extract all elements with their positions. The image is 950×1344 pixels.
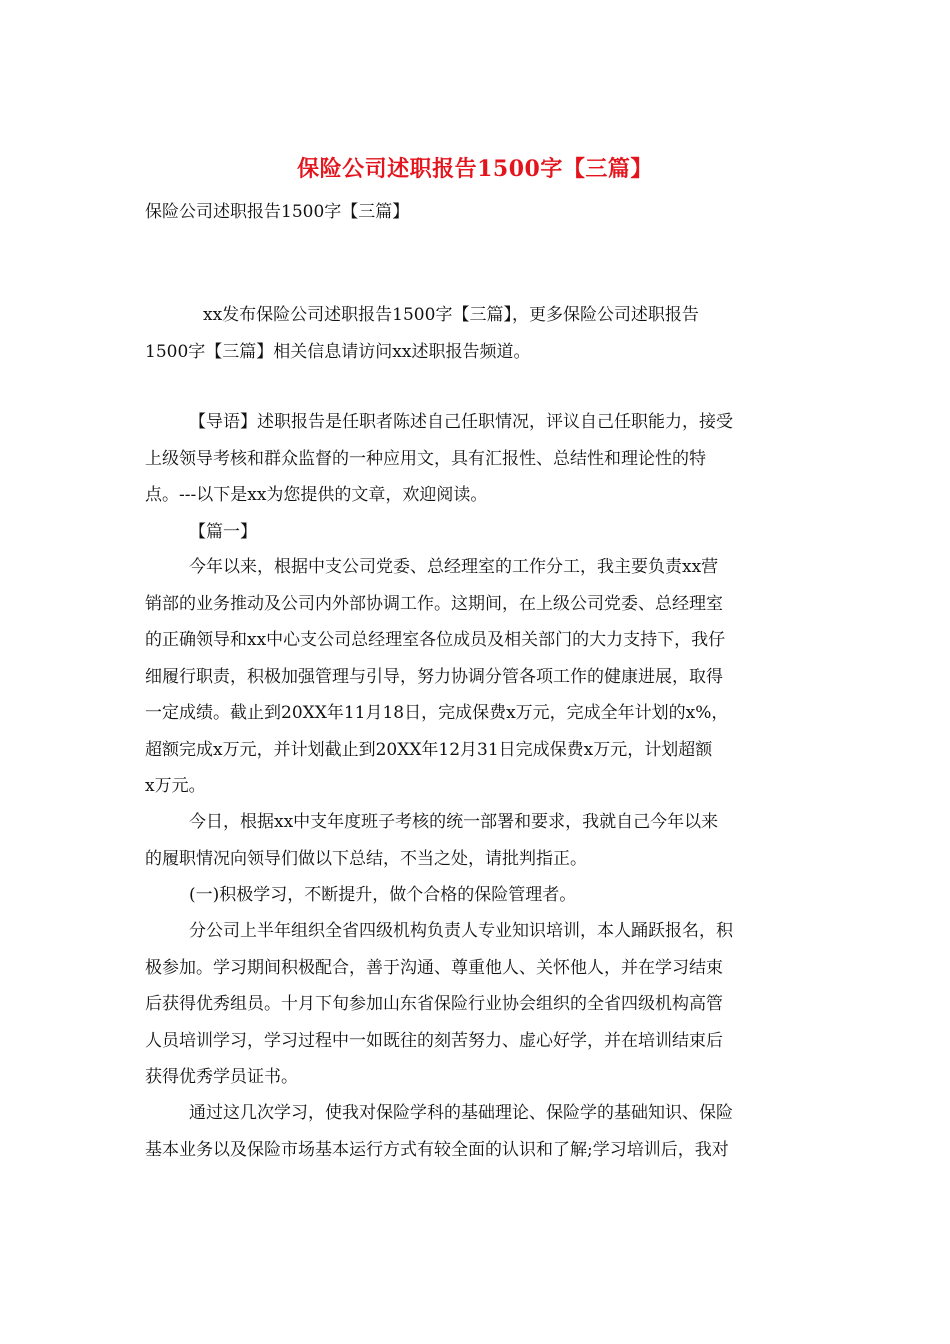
paragraph-line: 销部的业务推动及公司内外部协调工作。这期间，在上级公司党委、总经理室 bbox=[145, 593, 723, 614]
paragraph-1 bbox=[145, 549, 805, 805]
guide-line: 点。---以下是xx为您提供的文章，欢迎阅读。 bbox=[145, 485, 488, 505]
paragraph-line: 后获得优秀组员。十月下旬参加山东省保险行业协会组织的全省四级机构高管 bbox=[145, 994, 723, 1014]
paragraph-line: 基本业务以及保险市场基本运行方式有较全面的认识和了解;学习培训后，我对 bbox=[145, 1139, 729, 1160]
intro-line: xx发布保险公司述职报告1500字【三篇】，更多保险公司述职报告 bbox=[203, 305, 699, 325]
paragraph-line: 的正确领导和xx中心支公司总经理室各位成员及相关部门的大力支持下，我仔 bbox=[145, 630, 726, 650]
subheading: (一)积极学习，不断提升，做个合格的保险管理者。 bbox=[189, 885, 577, 905]
paragraph-line: 的履职情况向领导们做以下总结，不当之处，请批判指正。 bbox=[145, 848, 587, 869]
paragraph-line: 细履行职责，积极加强管理与引导，努力协调分管各项工作的健康进展，取得 bbox=[145, 666, 723, 687]
intro-line: 1500字【三篇】相关信息请访问xx述职报告频道。 bbox=[145, 341, 531, 362]
paragraph-line: 获得优秀学员证书。 bbox=[145, 1067, 298, 1087]
paragraph-line: 分公司上半年组织全省四级机构负责人专业知识培训，本人踊跃报名，积 bbox=[189, 921, 733, 941]
paragraph-line: 极参加。学习期间积极配合，善于沟通、尊重他人、关怀他人，并在学习结束 bbox=[145, 957, 723, 978]
guide-line: 上级领导考核和群众监督的一种应用文，具有汇报性、总结性和理论性的特 bbox=[145, 448, 706, 469]
paragraph-line: 人员培训学习，学习过程中一如既往的刻苦努力、虚心好学，并在培训结束后 bbox=[145, 1030, 723, 1051]
paragraph-2 bbox=[145, 804, 805, 914]
paragraph-4 bbox=[145, 1095, 805, 1168]
paragraph-line: 今日，根据xx中支年度班子考核的统一部署和要求，我就自己今年以来 bbox=[189, 812, 719, 832]
paragraph-3 bbox=[145, 913, 805, 1096]
intro-paragraph bbox=[145, 297, 805, 370]
guide-line: 【导语】述职报告是任职者陈述自己任职情况，评议自己任职能力，接受 bbox=[189, 412, 733, 432]
section-heading: 【篇一】 bbox=[189, 521, 257, 542]
paragraph-line: x万元。 bbox=[145, 776, 206, 796]
guide-paragraph bbox=[145, 404, 805, 550]
paragraph-line: 一定成绩。截止到20XX年11月18日，完成保费x万元，完成全年计划的x%， bbox=[145, 703, 729, 723]
paragraph-line: 通过这几次学习，使我对保险学科的基础理论、保险学的基础知识、保险 bbox=[189, 1103, 733, 1123]
paragraph-line: 今年以来，根据中支公司党委、总经理室的工作分工，我主要负责xx营 bbox=[189, 557, 719, 577]
document-subtitle: 保险公司述职报告1500字【三篇】 bbox=[145, 202, 410, 222]
document-title: 保险公司述职报告1500字【三篇】 bbox=[297, 156, 653, 182]
paragraph-line: 超额完成x万元，并计划截止到20XX年12月31日完成保费x万元，计划超额 bbox=[145, 739, 713, 760]
